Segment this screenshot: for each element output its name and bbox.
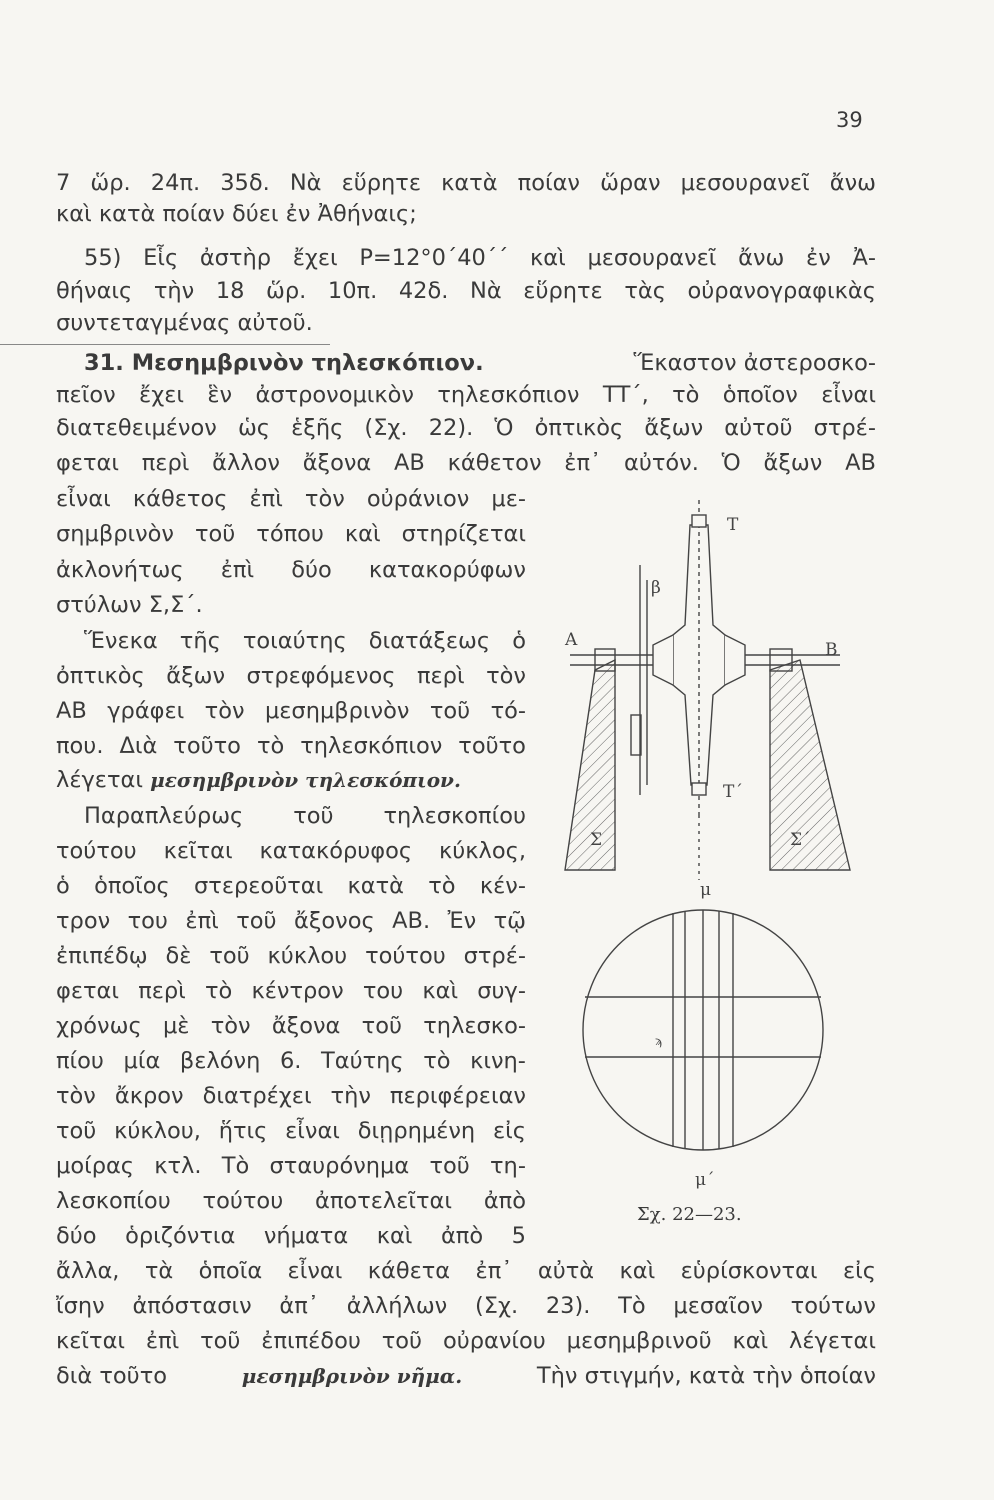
fig-label-needle: ϡ [655, 1034, 662, 1048]
text-line-20: τούτου κεῖται κατακόρυφος κύκλος, [56, 838, 526, 864]
text-line-3: 55) Εἷς ἀστὴρ ἔχει P=12°0΄40΄΄ καὶ μεσουρανεῖ ἄνω ἐν Ἀ- [84, 245, 876, 271]
text-line-14: Ἕνεκα τῆς τοιαύτης διατάξεως ὁ [84, 628, 526, 654]
text-line-9: φεται περὶ ἄλλον ἄξονα ΑΒ κάθετον ἐπ᾽ αὐτόν. Ὁ ἄξων ΑΒ [56, 450, 876, 476]
text-line-8: διατεθειμένον ὡς ἑξῆς (Σχ. 22). Ὁ ὀπτικὸς ἄξων αὐτοῦ στρέ- [56, 415, 876, 441]
text-line-10: εἶναι κάθετος ἐπὶ τὸν οὐράνιον με- [56, 486, 526, 512]
text-line-28: τοῦ κύκλου, ἥτις εἶναι διῃρημένη εἰς [56, 1118, 526, 1144]
text-line-35 [56, 1361, 876, 1392]
text-line-31: δύο ὁριζόντια νήματα καὶ ἀπὸ 5 [56, 1223, 526, 1249]
text-line-30: λεσκοπίου τούτου ἀποτελεῖται ἀπὸ [56, 1188, 526, 1214]
text-line-5: συντεταγμένας αὐτοῦ. [56, 310, 313, 336]
text-line-35-c: Τὴν στιγμήν, κατὰ τὴν ὁποίαν [536, 1363, 876, 1389]
text-line-32: ἄλλα, τὰ ὁποῖα εἶναι κάθετα ἐπ᾽ αὐτὰ καὶ εὑρίσκονται εἰς [56, 1258, 876, 1284]
section-heading-rest: Ἕκαστον ἀστεροσκο- [633, 350, 876, 376]
term-meridian-telescope: μεσημβρινὸν τηλεσκόπιον. [150, 768, 461, 792]
text-line-16: ΑΒ γράφει τὸν μεσημβρινὸν τοῦ τό- [56, 698, 526, 724]
text-line-7: πεῖον ἔχει ἓν ἀστρονομικὸν τηλεσκόπιον ΤΤ΄, τὸ ὁποῖον εἶναι [56, 382, 876, 408]
fig-label-t: Τ [727, 515, 739, 535]
text-line-17: που. Διὰ τοῦτο τὸ τηλεσκόπιον τοῦτο [56, 733, 526, 759]
text-line-23: ἐπιπέδῳ δὲ τοῦ κύκλου τούτου στρέ- [56, 943, 526, 969]
text-line-24: φεται περὶ τὸ κέντρον του καὶ συγ- [56, 978, 526, 1004]
text-line-27: τὸν ἄκρον διατρέχει τὴν περιφέρειαν [56, 1083, 526, 1109]
text-line-18-a: λέγεται [56, 767, 143, 793]
term-meridian-wire: μεσημβρινὸν νῆμα. [241, 1364, 463, 1388]
text-line-12: ἀκλονήτως ἐπὶ δύο κατακορύφων [56, 557, 526, 583]
text-line-34: κεῖται ἐπὶ τοῦ ἐπιπέδου τοῦ οὐρανίου μεσημβρινοῦ καὶ λέγεται [56, 1328, 876, 1354]
fig-label-b: Β [825, 640, 838, 660]
fig-label-t-prime: Τ΄ [723, 782, 743, 802]
text-line-21: ὁ ὁποῖος στερεοῦται κατὰ τὸ κέν- [56, 873, 526, 899]
fig-label-beta: β [651, 578, 661, 598]
text-line-4: θήναις τὴν 18 ὥρ. 10π. 42δ. Νὰ εὕρητε τὰς οὐρανογραφικὰς [56, 278, 876, 304]
figure-caption: Σχ. 22—23. [637, 1204, 742, 1225]
fig-label-mu: μ [700, 880, 712, 900]
text-line-19: Παραπλεύρως τοῦ τηλεσκοπίου [84, 803, 526, 829]
fig-label-s-prime: Σ΄ [790, 830, 811, 850]
text-line-18 [56, 765, 526, 796]
text-line-22: τρον του ἐπὶ τοῦ ἄξονος ΑΒ. Ἐν τῷ [56, 908, 526, 934]
fig-label-s: Σ [590, 830, 603, 850]
text-line-33: ἴσην ἀπόστασιν ἀπ᾽ ἀλλήλων (Σχ. 23). Τὸ μεσαῖον τούτων [56, 1293, 876, 1319]
text-line-1: 7 ὥρ. 24π. 35δ. Νὰ εὕρητε κατὰ ποίαν ὥραν μεσουρανεῖ ἄνω [56, 170, 876, 196]
rule-line [0, 344, 330, 345]
text-line-29: μοίρας κτλ. Τὸ σταυρόνημα τοῦ τη- [56, 1153, 526, 1179]
page-number: 39 [836, 108, 863, 132]
section-heading: 31. Μεσημβρινὸν τηλεσκόπιον. [84, 350, 484, 376]
text-line-35-a: διὰ τοῦτο [56, 1363, 168, 1389]
figure-transit-telescope [555, 485, 855, 1285]
section-heading-line [84, 348, 876, 379]
fig-label-a: Α [565, 630, 578, 650]
text-line-11: σημβρινὸν τοῦ τόπου καὶ στηρίζεται [56, 521, 526, 547]
fig-label-mu-prime: μ΄ [695, 1170, 715, 1190]
text-line-13: στύλων Σ,Σ΄. [56, 592, 203, 618]
text-line-25: χρόνως μὲ τὸν ἄξονα τοῦ τηλεσκο- [56, 1013, 526, 1039]
text-line-15: ὀπτικὸς ἄξων στρεφόμενος περὶ τὸν [56, 663, 526, 689]
text-line-2: καὶ κατὰ ποίαν δύει ἐν Ἀθήναις; [56, 201, 417, 227]
text-line-26: πίου μία βελόνη 6. Ταύτης τὸ κινη- [56, 1048, 526, 1074]
